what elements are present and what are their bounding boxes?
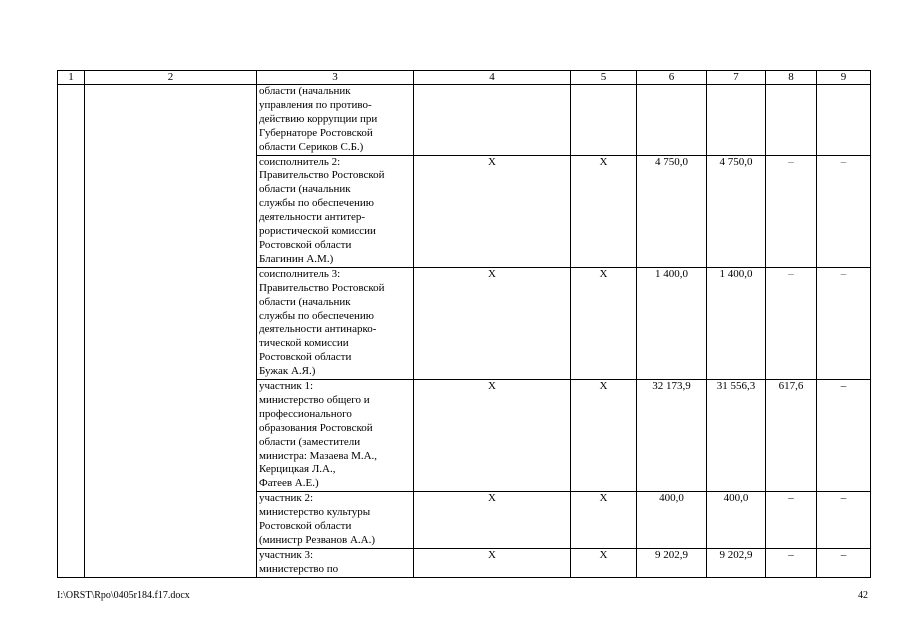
description-line: Правительство Ростовской: [259, 169, 385, 182]
cell-c8: –: [766, 548, 817, 577]
description-line: управления по противо-: [259, 98, 372, 111]
description-line: Ростовской области: [259, 351, 352, 364]
cell-description: [257, 85, 414, 156]
cell-c8: –: [766, 155, 817, 267]
description-line: участник 1:: [259, 380, 314, 393]
cell-c6: 4 750,0: [637, 155, 707, 267]
cell-c9: –: [817, 492, 871, 549]
description-line: соисполнитель 3:: [259, 267, 341, 280]
cell-description: [257, 548, 414, 577]
cell-description: [257, 155, 414, 267]
cell-description: [257, 380, 414, 492]
description-line: министерство по: [259, 562, 339, 575]
description-line: участник 3:: [259, 548, 314, 561]
description-line: Ростовской области: [259, 238, 352, 251]
description-line: рористической комиссии: [259, 225, 376, 238]
description-line: действию коррупции при: [259, 112, 378, 125]
cell-col2: [85, 85, 257, 578]
page-number: 42: [858, 590, 868, 601]
description-line: Ростовской области: [259, 520, 352, 533]
description-line: Благинин А.М.): [259, 252, 334, 265]
description-line: службы по обеспечению: [259, 309, 374, 322]
cell-c9: –: [817, 267, 871, 379]
cell-c4: [414, 85, 571, 156]
cell-c9: –: [817, 380, 871, 492]
cell-col1: [58, 85, 85, 578]
cell-c6: [637, 85, 707, 156]
description-line: службы по обеспечению: [259, 197, 374, 210]
description-line: соисполнитель 2:: [259, 155, 341, 168]
cell-c6: 1 400,0: [637, 267, 707, 379]
description-line: области (заместители: [259, 435, 361, 448]
column-header: 2: [85, 71, 257, 85]
footer-file-path: I:\ORST\Rpo\0405r184.f17.docx: [57, 590, 190, 601]
cell-c5: X: [571, 492, 637, 549]
cell-c4: X: [414, 155, 571, 267]
cell-description: [257, 267, 414, 379]
column-header: 4: [414, 71, 571, 85]
description-line: Фатеев А.Е.): [259, 477, 319, 490]
description-line: области (начальник: [259, 85, 351, 97]
program-table: [57, 70, 871, 578]
cell-c8: –: [766, 267, 817, 379]
description-line: (министр Резванов А.А.): [259, 534, 376, 546]
cell-c6: 9 202,9: [637, 548, 707, 577]
description-line: министра: Мазаева М.А.,: [259, 449, 378, 462]
description-line: тической комиссии: [259, 337, 349, 350]
cell-c7: [707, 85, 766, 156]
cell-c9: –: [817, 548, 871, 577]
cell-c4: X: [414, 492, 571, 549]
description-line: Керцицкая Л.А.,: [259, 463, 336, 476]
cell-c5: X: [571, 155, 637, 267]
description-line: Бужак А.Я.): [259, 365, 316, 378]
cell-c6: 32 173,9: [637, 380, 707, 492]
description-line: профессионального: [259, 407, 352, 420]
cell-c4: X: [414, 380, 571, 492]
header-row: [58, 71, 871, 85]
description-line: области (начальник: [259, 183, 351, 196]
description-line: образования Ростовской: [259, 421, 373, 434]
description-line: Губернаторе Ростовской: [259, 126, 373, 139]
cell-c4: X: [414, 548, 571, 577]
cell-c6: 400,0: [637, 492, 707, 549]
column-header: 3: [257, 71, 414, 85]
cell-c8: 617,6: [766, 380, 817, 492]
description-line: деятельности антитер-: [259, 211, 366, 224]
cell-c8: [766, 85, 817, 156]
cell-description: [257, 492, 414, 549]
cell-c8: –: [766, 492, 817, 549]
cell-c5: X: [571, 548, 637, 577]
column-header: 7: [707, 71, 766, 85]
description-line: Правительство Ростовской: [259, 281, 385, 294]
description-line: министерство культуры: [259, 506, 371, 519]
cell-c7: 1 400,0: [707, 267, 766, 379]
column-header: 1: [58, 71, 85, 85]
description-line: области (начальник: [259, 295, 351, 308]
cell-c4: X: [414, 267, 571, 379]
description-line: участник 2:: [259, 492, 314, 505]
cell-c5: X: [571, 380, 637, 492]
cell-c7: 31 556,3: [707, 380, 766, 492]
column-header: 6: [637, 71, 707, 85]
cell-c5: [571, 85, 637, 156]
description-line: деятельности антинарко-: [259, 323, 377, 336]
cell-c7: 9 202,9: [707, 548, 766, 577]
cell-c7: 4 750,0: [707, 155, 766, 267]
description-line: министерство общего и: [259, 393, 370, 406]
table-row: [58, 85, 871, 156]
cell-c5: X: [571, 267, 637, 379]
description-line: области Сериков С.Б.): [259, 140, 364, 153]
column-header: 9: [817, 71, 871, 85]
cell-c9: –: [817, 155, 871, 267]
column-header: 8: [766, 71, 817, 85]
cell-c7: 400,0: [707, 492, 766, 549]
cell-c9: [817, 85, 871, 156]
column-header: 5: [571, 71, 637, 85]
